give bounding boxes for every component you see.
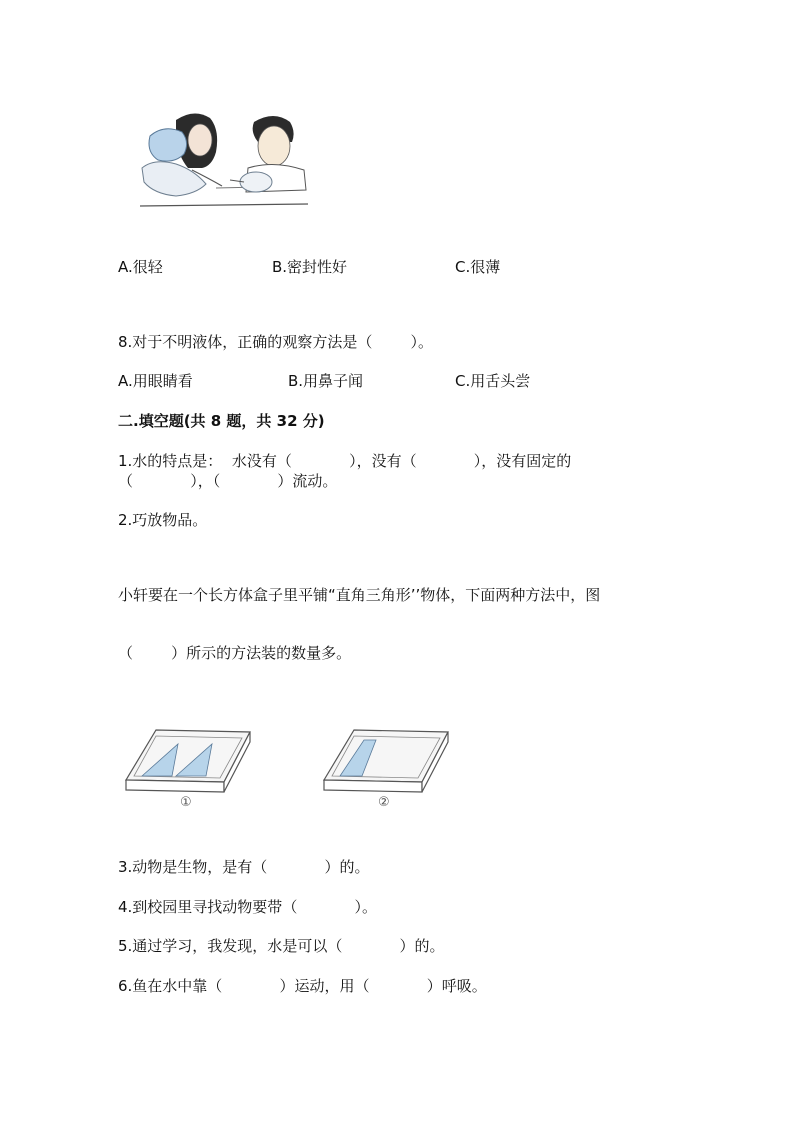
q8-option-b[interactable]: B.用鼻子闻	[288, 372, 364, 390]
fill4: 4.到校园里寻找动物要带（ ）。	[118, 898, 378, 916]
q8-stem: 8.对于不明液体，正确的观察方法是（ ）。	[118, 333, 433, 351]
q8-option-a[interactable]: A.用眼睛看	[118, 372, 193, 390]
section-heading: 二.填空题(共 8 题，共 32 分)	[118, 412, 325, 430]
q8-option-c[interactable]: C.用舌头尝	[455, 372, 531, 390]
fill3: 3.动物是生物，是有（ ）的。	[118, 858, 370, 876]
figure-2-label: ②	[378, 795, 390, 810]
q7-option-a[interactable]: A.很轻	[118, 258, 163, 276]
fill2-text-line1: 小轩要在一个长方体盒子里平铺“直角三角形’’物体，下面两种方法中，图	[118, 586, 601, 604]
fill5: 5.通过学习，我发现，水是可以（ ）的。	[118, 937, 445, 955]
fill1-line2: （ ），（ ）流动。	[118, 472, 338, 490]
fill1-line1: 1.水的特点是： 水没有（ ），没有（ ），没有固定的	[118, 452, 572, 470]
figure-1-label: ①	[180, 795, 192, 810]
fill2-text-line2: （ ）所示的方法装的数量多。	[118, 644, 352, 662]
fill2-title: 2.巧放物品。	[118, 511, 208, 529]
children-illustration	[136, 108, 312, 212]
q7-option-b[interactable]: B.密封性好	[272, 258, 348, 276]
fill6: 6.鱼在水中靠（ ）运动，用（ ）呼吸。	[118, 977, 487, 995]
q7-option-c[interactable]: C.很薄	[455, 258, 501, 276]
